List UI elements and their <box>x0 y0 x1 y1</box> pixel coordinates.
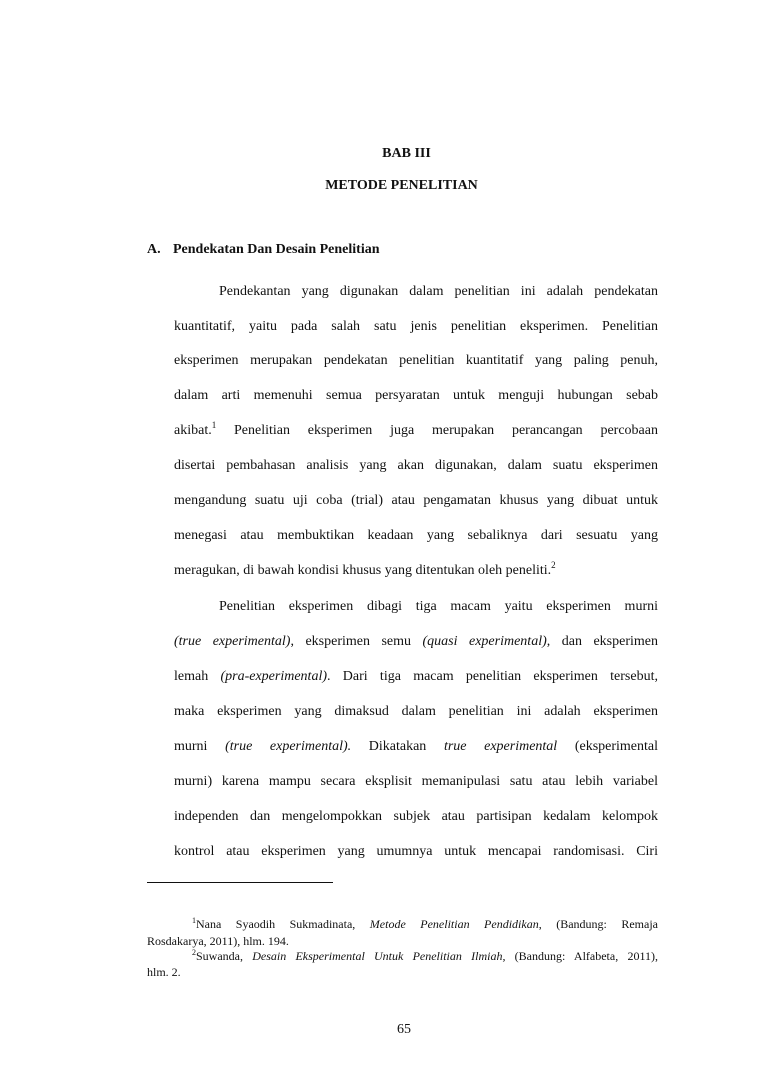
paragraph1-line6: disertai pembahasan analisis yang akan digunakan, dalam suatu eksperimen <box>174 458 658 473</box>
section-title: Pendekatan Dan Desain Penelitian <box>173 242 380 257</box>
book-title: Metode Penelitian Pendidikan <box>369 917 539 931</box>
paragraph1-line7: mengandung suatu uji coba (trial) atau pengamatan khusus yang dibuat untuk <box>174 493 658 508</box>
paragraph1-line5 <box>174 422 658 440</box>
paragraph2-line1: Penelitian eksperimen dibagi tiga macam yaitu eksperimen murni <box>219 599 658 614</box>
italic-term: true experimental <box>443 739 558 754</box>
paragraph1-line9 <box>174 562 658 580</box>
paragraph1-line8: menegasi atau membuktikan keadaan yang sebaliknya dari sesuatu yang <box>174 528 658 543</box>
text-span: , dan eksperimen <box>546 634 658 649</box>
italic-term: (quasi experimental) <box>422 634 547 649</box>
text-span: lemah <box>174 669 221 684</box>
text-span: Dikatakan <box>351 739 444 754</box>
page-number: 65 <box>397 1022 411 1037</box>
footnote-number: 2 <box>192 948 196 957</box>
footnote-1-line2: Rosdakarya, 2011), hlm. 194. <box>147 934 289 948</box>
chapter-number: BAB III <box>382 146 431 161</box>
text-span: Suwanda, <box>196 949 253 963</box>
chapter-title: METODE PENELITIAN <box>325 178 478 193</box>
italic-term: (true experimental). <box>225 739 352 754</box>
text-span: (Bandung: Alfabeta, 2011), <box>505 949 659 963</box>
paragraph2-line7: independen dan mengelompokkan subjek atau partisipan kedalam kelompok <box>174 809 658 824</box>
text-span: akibat. <box>174 423 212 438</box>
italic-term: (true experimental) <box>174 634 291 649</box>
paragraph2-line5 <box>174 738 658 756</box>
paragraph2-line8: kontrol atau eksperimen yang umumnya untuk mencapai randomisasi. Ciri <box>174 844 658 859</box>
text-span: , (Bandung: Remaja <box>538 917 659 931</box>
footnote-1-line1 <box>192 917 658 931</box>
footnote-ref-2: 2 <box>551 560 556 570</box>
paragraph2-line2 <box>174 633 658 651</box>
footnote-ref-1: 1 <box>211 420 217 430</box>
text-span: Penelitian eksperimen juga merupakan perancangan percobaan <box>216 423 658 438</box>
text-span: (eksperimental <box>557 739 659 754</box>
paragraph1-line3: eksperimen merupakan pendekatan penelitian kuantitatif yang paling penuh, <box>174 353 658 368</box>
paragraph1-line4: dalam arti memenuhi semua persyaratan untuk menguji hubungan sebab <box>174 388 658 403</box>
paragraph1-line1: Pendekantan yang digunakan dalam penelitian ini adalah pendekatan <box>219 284 658 299</box>
paragraph2-line3 <box>174 668 658 686</box>
section-letter: A. <box>147 242 161 257</box>
book-title: Desain Eksperimental Untuk Penelitian Ilmiah, <box>252 949 506 963</box>
text-span: murni <box>174 739 226 754</box>
footnote-2-line1 <box>192 949 658 963</box>
paragraph2-line4: maka eksperimen yang dimaksud dalam penelitian ini adalah eksperimen <box>174 704 658 719</box>
text-span: . Dari tiga macam penelitian eksperimen tersebut, <box>327 669 658 684</box>
text-span: , eksperimen semu <box>290 634 423 649</box>
italic-term: (pra-experimental) <box>220 669 328 684</box>
footnote-2-line2: hlm. 2. <box>147 965 181 979</box>
text-span: Nana Syaodih Sukmadinata, <box>196 917 370 931</box>
text-span: meragukan, di bawah kondisi khusus yang ditentukan oleh peneliti. <box>174 563 552 578</box>
paragraph1-line2: kuantitatif, yaitu pada salah satu jenis penelitian eksperimen. Penelitian <box>174 319 658 334</box>
footnote-separator <box>147 882 333 883</box>
section-heading <box>147 242 380 258</box>
footnote-number: 1 <box>192 916 196 925</box>
paragraph2-line6: murni) karena mampu secara eksplisit memanipulasi satu atau lebih variabel <box>174 774 658 789</box>
